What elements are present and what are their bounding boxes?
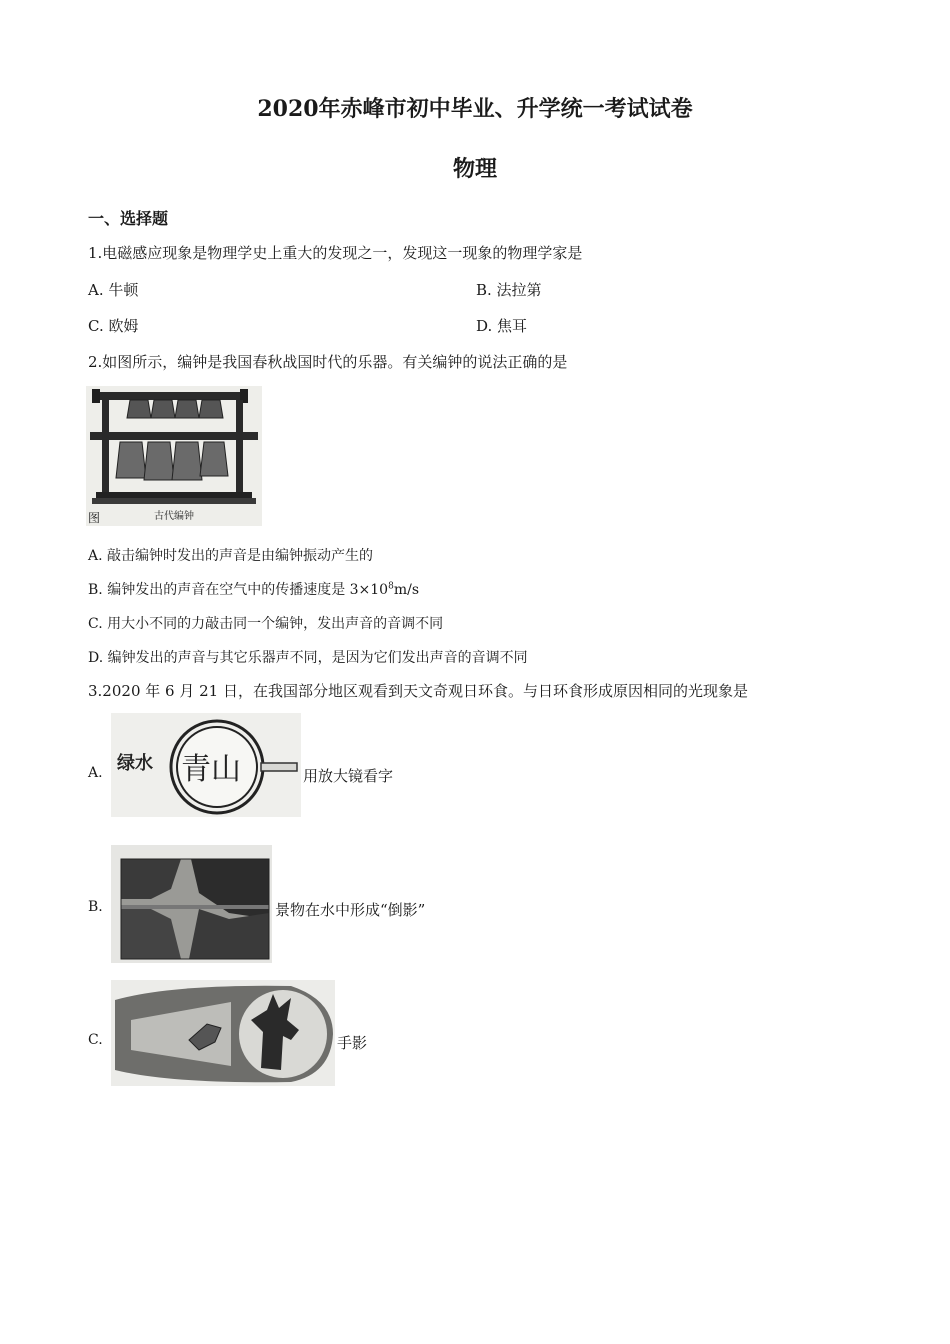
section-heading: 一、选择题: [88, 209, 169, 228]
figure-text-center: 青山: [181, 752, 241, 787]
figure-text-left: 绿水: [117, 753, 153, 774]
exam-title: 2020年赤峰市初中毕业、升学统一考试试卷: [257, 96, 693, 122]
reflection-illustration: [111, 845, 272, 963]
question-2-option-a: A. 敲击编钟时发出的声音是由编钟振动产生的: [88, 548, 374, 564]
figure-corner-text: 图: [88, 511, 101, 525]
question-3-option-a-label: A.: [88, 765, 103, 781]
question-1-option-b: B. 法拉第: [476, 281, 542, 299]
question-1-option-a: A. 牛顿: [88, 281, 139, 299]
question-2-stem: 2.如图所示，编钟是我国春秋战国时代的乐器。有关编钟的说法正确的是: [88, 353, 568, 371]
hand-shadow-illustration: [111, 980, 335, 1086]
question-3-option-b-label: B.: [88, 899, 103, 915]
question-1-option-c: C. 欧姆: [88, 317, 139, 335]
question-2-option-c: C. 用大小不同的力敲击同一个编钟，发出声音的音调不同: [88, 616, 444, 632]
exam-subject: 物理: [452, 156, 497, 182]
magnifier-figure: [111, 713, 301, 817]
question-3-stem: 3.2020 年 6 月 21 日，在我国部分地区观看到天文奇观日环食。与日环食形成原因相同的光现象是: [88, 682, 748, 700]
question-3-option-c-text: 手影: [337, 1034, 368, 1052]
question-1-stem: 1.电磁感应现象是物理学史上重大的发现之一，发现这一现象的物理学家是: [88, 244, 583, 262]
hand-shadow-figure: [111, 980, 335, 1086]
bianzhong-figure: [86, 386, 262, 526]
reflection-figure: [111, 845, 272, 963]
question-3-option-a-text: 用放大镜看字: [303, 767, 394, 785]
question-3-option-c-label: C.: [88, 1032, 103, 1048]
figure-caption: 古代编钟: [154, 511, 194, 522]
question-1-option-d: D. 焦耳: [476, 317, 528, 335]
question-2-option-d: D. 编钟发出的声音与其它乐器声不同，是因为它们发出声音的音调不同: [88, 650, 528, 666]
bianzhong-illustration: [86, 386, 262, 526]
question-2-option-b: B. 编钟发出的声音在空气中的传播速度是 $3\times 10^8m/s$: [88, 581, 420, 598]
question-3-option-b-text: 景物在水中形成“倒影”: [275, 901, 426, 919]
magnifier-illustration: [111, 713, 301, 817]
